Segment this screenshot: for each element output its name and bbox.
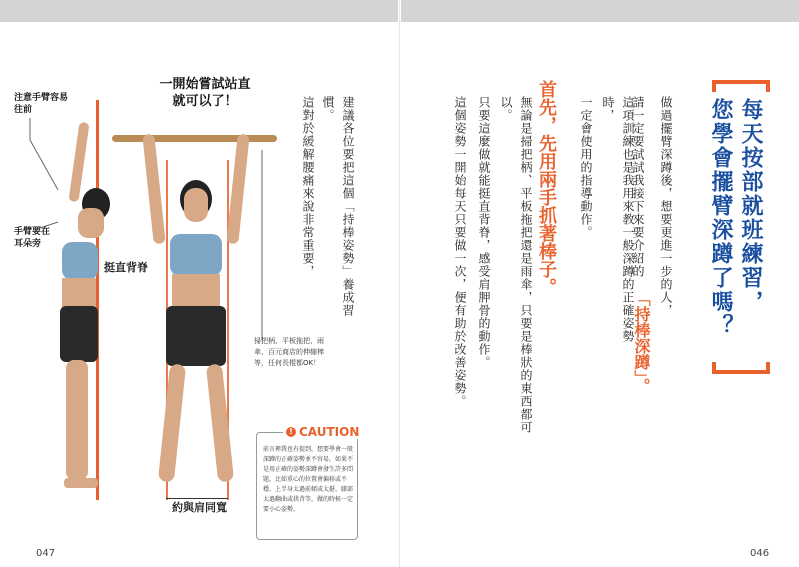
photo-heading-line-2: 就可以了！ bbox=[172, 94, 238, 109]
right-body-line-3: 這個姿勢一開始每天只要做一次，便有助於改善姿勢。 bbox=[453, 96, 467, 408]
intro-line-1: 做過擺臂深蹲後，想要更進一步的人， bbox=[659, 96, 673, 317]
photo-heading-line-1: 一開始嘗試站直 bbox=[159, 77, 251, 92]
right-page bbox=[400, 0, 799, 567]
caution-label: CAUTION bbox=[299, 425, 360, 439]
callout-stick-items: 掃把柄、平板拖把、雨傘、百元商店的伸縮棒等，任何長棍都OK！ bbox=[254, 337, 324, 367]
title-line-1: 每天按部就班練習， bbox=[738, 98, 763, 314]
intro-line-3: 這項訓練也是我用來教一般深蹲的正確姿勢時， bbox=[601, 96, 635, 343]
left-page-number: 047 bbox=[36, 548, 56, 559]
caution-header bbox=[283, 425, 362, 439]
callout-straight-back: 挺直背脊 bbox=[104, 261, 148, 274]
warning-icon: ! bbox=[286, 427, 296, 437]
callout-arm-forward: 注意手臂容易往前 bbox=[14, 93, 69, 115]
callout-arm-ear: 手臂要在耳朵旁 bbox=[14, 227, 51, 249]
title-bracket-bottom bbox=[712, 362, 770, 374]
left-body-line-1: 這對於緩解腰痛來說非常重要， bbox=[301, 96, 315, 278]
title-line-2: 您學會擺臂深蹲了嗎？ bbox=[708, 98, 733, 338]
subhead: 首先，先用兩手抓著棒子。 bbox=[536, 80, 557, 296]
intro-line-4: 一定會使用的指導動作。 bbox=[579, 96, 593, 239]
caution-box bbox=[256, 425, 360, 540]
left-page bbox=[0, 0, 399, 567]
callout-shoulder-width: 約與肩同寬 bbox=[172, 501, 227, 514]
caution-text: 前言裡我也有提到，想要學會一般深蹲的正確姿勢並不容易。如果不是用正確的姿勢深蹲會發生許多問題，比如重心的位置會偏移或不穩、上半身太過前傾或太挺、膝部太過翻曲或拱背等，做的時候一定要小心姿勢。 bbox=[263, 446, 354, 513]
intro-line-2: 請一定要試試我接下來要介紹的 bbox=[631, 96, 645, 278]
right-page-number: 046 bbox=[750, 548, 770, 559]
right-body-line-1: 無論是掃把柄、平板拖把還是雨傘，只要是棒狀的東西都可以。 bbox=[499, 96, 533, 434]
left-body-line-2: 建議各位要把這個「持棒姿勢」養成習慣。 bbox=[321, 96, 355, 317]
highlight-term: 「持棒深蹲」。 bbox=[632, 290, 651, 394]
title-bracket-top bbox=[712, 80, 770, 92]
right-body-line-2: 只要這麼做就能挺直背脊，感受肩胛骨的動作。 bbox=[477, 96, 491, 369]
